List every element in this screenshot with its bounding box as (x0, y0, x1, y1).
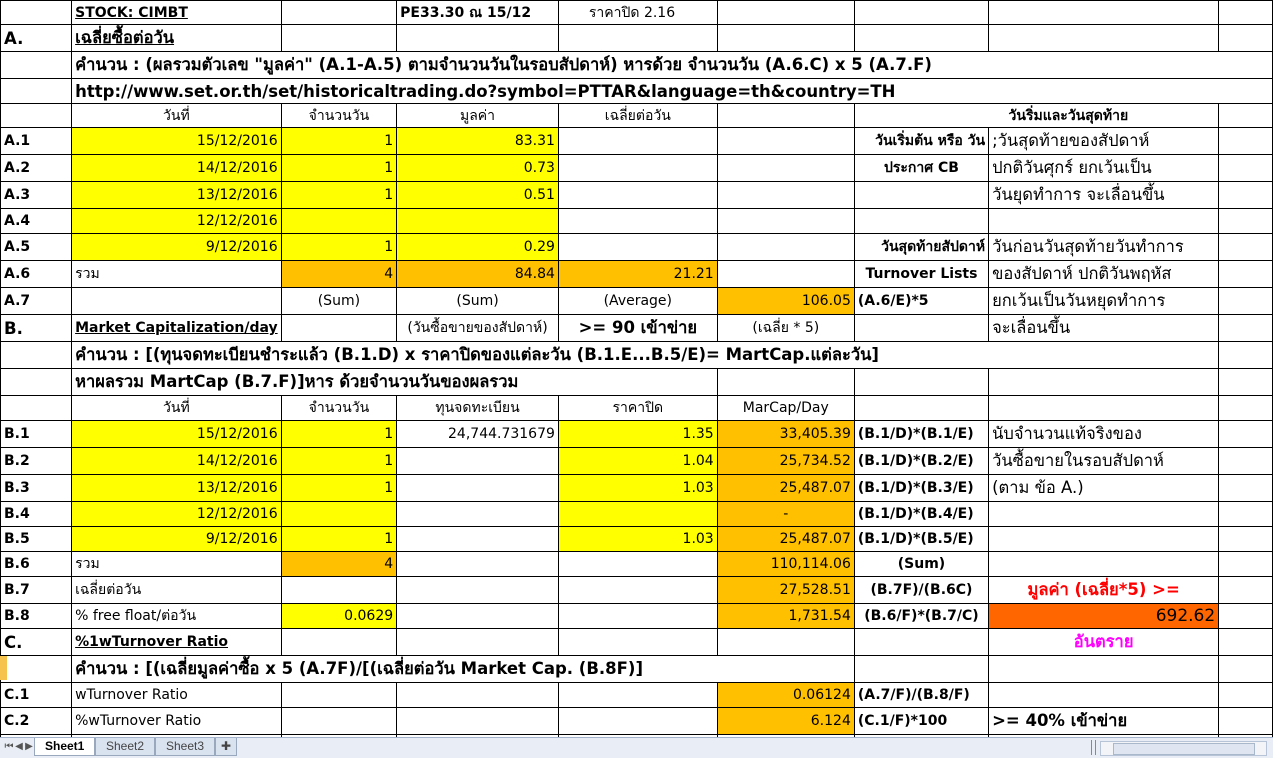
row-code[interactable]: A.3 (1, 182, 72, 209)
cell[interactable] (397, 25, 559, 52)
cell[interactable] (1219, 342, 1273, 369)
close-cell[interactable] (558, 502, 717, 527)
cell[interactable] (558, 209, 717, 234)
cell[interactable] (281, 629, 397, 656)
tab-sheet3[interactable]: Sheet3 (155, 738, 215, 756)
cell[interactable] (717, 25, 854, 52)
formula-cell[interactable]: (B.1/D)*(B.3/E) (854, 475, 988, 502)
formula-cell[interactable]: (B.1/D)*(B.5/E) (854, 527, 988, 552)
danger-label-cell[interactable]: อันตราย (989, 629, 1219, 656)
cell[interactable] (558, 604, 717, 629)
value-cell[interactable]: 0.73 (397, 155, 559, 182)
section-code-c[interactable]: C. (1, 629, 72, 656)
formula-cell[interactable]: (C.1/F)*100 (854, 708, 988, 735)
cell[interactable] (1219, 1, 1273, 25)
header-days[interactable]: จำนวนวัน (281, 104, 397, 128)
days-cell[interactable]: 1 (281, 128, 397, 155)
cell[interactable] (717, 128, 854, 155)
value-avg-cell[interactable]: 21.21 (558, 261, 717, 288)
note-cell[interactable]: วันเริ่มต้น หรือ วัน (854, 128, 988, 155)
row-code[interactable]: A.6 (1, 261, 72, 288)
capital-cell[interactable]: 24,744.731679 (397, 421, 559, 448)
section-title-b[interactable]: Market Capitalization/day (72, 315, 282, 342)
row-code[interactable]: A.2 (1, 155, 72, 182)
days-cell[interactable] (281, 209, 397, 234)
days-cell[interactable] (281, 502, 397, 527)
value-cell[interactable]: 0.51 (397, 182, 559, 209)
next-sheet-icon[interactable]: ▶ (25, 741, 33, 752)
cell[interactable] (854, 629, 988, 656)
header-date[interactable]: วันที่ (72, 104, 282, 128)
label-cell[interactable]: wTurnover Ratio (72, 683, 282, 708)
row-code[interactable]: B.1 (1, 421, 72, 448)
cell[interactable] (854, 1, 988, 25)
section-title-a[interactable]: เฉลี่ยซื้อต่อวัน (72, 25, 282, 52)
date-cell[interactable]: 15/12/2016 (72, 128, 282, 155)
subtitle-cell[interactable]: (วันซื้อขายของสัปดาห์) (397, 315, 559, 342)
cell[interactable] (717, 1, 854, 25)
note-cell[interactable]: จะเลื่อนขึ้น (989, 315, 1219, 342)
cell[interactable] (717, 104, 854, 128)
tab-sheet1[interactable]: Sheet1 (34, 738, 95, 756)
cell[interactable] (1219, 315, 1273, 342)
header-note-title[interactable]: วันริ่มและวันสุดท้าย (854, 104, 1218, 128)
cell[interactable] (1219, 396, 1273, 421)
cell[interactable] (281, 683, 397, 708)
header-capital[interactable]: ทุนจดทะเบียน (397, 396, 559, 421)
tab-split-handle[interactable] (1091, 740, 1096, 755)
marcap-cell[interactable]: 25,487.07 (717, 527, 854, 552)
marcap-avg-cell[interactable]: 27,528.51 (717, 577, 854, 604)
header-days[interactable]: จำนวนวัน (281, 396, 397, 421)
cell[interactable] (1219, 209, 1273, 234)
cell[interactable] (717, 209, 854, 234)
date-cell[interactable]: 9/12/2016 (72, 234, 282, 261)
section-code-a[interactable]: A. (1, 25, 72, 52)
days-cell[interactable]: 1 (281, 527, 397, 552)
row-code[interactable]: B.5 (1, 527, 72, 552)
close-cell[interactable]: 1.03 (558, 475, 717, 502)
capital-cell[interactable] (397, 502, 559, 527)
cell[interactable] (854, 369, 988, 396)
value-total-cell[interactable]: 84.84 (397, 261, 559, 288)
header-marcap[interactable]: MarCap/Day (717, 396, 854, 421)
formula-cell[interactable]: (B.6/F)*(B.7/C) (854, 604, 988, 629)
note-cell[interactable]: วันสุดท้ายสัปดาห์ (854, 234, 988, 261)
header-date[interactable]: วันที่ (72, 396, 282, 421)
cell[interactable] (717, 629, 854, 656)
cell[interactable] (1219, 683, 1273, 708)
cell[interactable] (558, 708, 717, 735)
close-cell[interactable]: 1.35 (558, 421, 717, 448)
formula-cell[interactable]: (A.7/F)/(B.8/F) (854, 683, 988, 708)
marcap-cell[interactable]: 25,487.07 (717, 475, 854, 502)
days-cell[interactable]: 1 (281, 234, 397, 261)
cell[interactable] (1219, 656, 1273, 683)
formula-cell[interactable]: (B.7F)/(B.6C) (854, 577, 988, 604)
days-total-cell[interactable]: 4 (281, 552, 397, 577)
insert-sheet-icon[interactable]: ✚ (215, 738, 237, 756)
header-value[interactable]: มูลค่า (397, 104, 559, 128)
cell[interactable] (558, 128, 717, 155)
result-value-cell[interactable]: 692.62 (989, 604, 1219, 629)
date-cell[interactable]: 12/12/2016 (72, 209, 282, 234)
cell[interactable] (558, 683, 717, 708)
cell[interactable] (558, 234, 717, 261)
first-sheet-icon[interactable]: ⏮ (4, 741, 14, 752)
cell[interactable] (717, 155, 854, 182)
row-code[interactable]: B.2 (1, 448, 72, 475)
note-cell[interactable] (989, 209, 1219, 234)
cell[interactable] (1219, 708, 1273, 735)
sum-label[interactable]: (Sum) (281, 288, 397, 315)
cell[interactable] (1, 342, 72, 369)
row-code[interactable]: C.1 (1, 683, 72, 708)
avg5-cell[interactable]: (เฉลี่ย * 5) (717, 315, 854, 342)
cell[interactable] (989, 683, 1219, 708)
capital-cell[interactable] (397, 448, 559, 475)
cell[interactable] (1, 52, 72, 79)
formula-cell[interactable]: (B.1/D)*(B.2/E) (854, 448, 988, 475)
calc-formula-a[interactable]: คำนวน : (ผลรวมตัวเลข "มูลค่า" (A.1-A.5) ตามจำนวนวันในรอบสัปดาห์) หารด้วย จำนวนวัน (A.6.C) x 5 (A.7.F) (72, 52, 1273, 79)
row-code[interactable]: A.7 (1, 288, 72, 315)
pe-cell[interactable]: PE33.30 ณ 15/12 (397, 1, 559, 25)
note-cell[interactable]: วันซื้อขายในรอบสัปดาห์ (989, 448, 1219, 475)
note-cell[interactable]: ยกเว้นเป็นวันหยุดทำการ (989, 288, 1219, 315)
note-cell[interactable]: Turnover Lists (854, 261, 988, 288)
cell[interactable] (1219, 182, 1273, 209)
prev-sheet-icon[interactable]: ◀ (15, 741, 23, 752)
sheet-tab-bar (0, 737, 1273, 758)
date-cell[interactable]: 15/12/2016 (72, 421, 282, 448)
days-cell[interactable]: 1 (281, 155, 397, 182)
value-cell[interactable]: 0.29 (397, 234, 559, 261)
note-cell[interactable]: ของสัปดาห์ ปกติวันพฤหัส (989, 261, 1219, 288)
cell[interactable] (397, 552, 559, 577)
note-cell[interactable] (989, 527, 1219, 552)
formula-cell[interactable]: (Sum) (854, 552, 988, 577)
capital-cell[interactable] (397, 475, 559, 502)
source-url-cell[interactable]: http://www.set.or.th/set/historicaltrading.do?symbol=PTTAR&language=th&country=TH (72, 79, 1273, 104)
weekly-value-cell[interactable]: 106.05 (717, 288, 854, 315)
note-cell[interactable]: วันยุดทำการ จะเลื่อนขึ้น (989, 182, 1219, 209)
header-avg[interactable]: เฉลี่ยต่อวัน (558, 104, 717, 128)
value-cell[interactable]: 83.31 (397, 128, 559, 155)
row-code[interactable]: A.1 (1, 128, 72, 155)
cell[interactable] (1219, 155, 1273, 182)
formula-cell[interactable]: (B.1/D)*(B.1/E) (854, 421, 988, 448)
row-code[interactable]: B.3 (1, 475, 72, 502)
cell[interactable] (1219, 629, 1273, 656)
marcap-total-cell[interactable]: 110,114.06 (717, 552, 854, 577)
cell[interactable] (1219, 475, 1273, 502)
stock-name-cell[interactable]: STOCK: CIMBT (72, 1, 282, 25)
threshold-cell[interactable]: >= 90 เข้าข่าย (558, 315, 717, 342)
cell[interactable] (989, 656, 1219, 683)
cell[interactable] (1, 1, 72, 25)
cell[interactable] (989, 552, 1219, 577)
cell[interactable] (397, 683, 559, 708)
cell[interactable] (1219, 104, 1273, 128)
marcap-cell[interactable]: 25,734.52 (717, 448, 854, 475)
cell[interactable] (72, 288, 282, 315)
cell[interactable] (397, 629, 559, 656)
cell[interactable] (558, 577, 717, 604)
row-code[interactable]: B.8 (1, 604, 72, 629)
cell[interactable] (1219, 577, 1273, 604)
cell[interactable] (281, 577, 397, 604)
cell[interactable] (1219, 527, 1273, 552)
formula-cell[interactable]: (A.6/E)*5 (854, 288, 988, 315)
cell[interactable] (717, 182, 854, 209)
tab-sheet2[interactable]: Sheet2 (95, 738, 155, 756)
cell[interactable] (1219, 128, 1273, 155)
note-cell[interactable]: ปกติวันศุกร์ ยกเว้นเป็น (989, 155, 1219, 182)
cell[interactable] (1219, 369, 1273, 396)
cell[interactable] (717, 369, 854, 396)
row-code[interactable]: B.4 (1, 502, 72, 527)
cell[interactable] (1219, 604, 1273, 629)
date-cell[interactable]: 9/12/2016 (72, 527, 282, 552)
scrollbar-thumb[interactable] (1113, 743, 1255, 755)
cell[interactable] (1219, 448, 1273, 475)
cell[interactable] (1219, 421, 1273, 448)
section-title-c[interactable]: %1wTurnover Ratio (72, 629, 282, 656)
row-selection-marker (0, 656, 7, 680)
cell[interactable] (1, 369, 72, 396)
days-cell[interactable]: 1 (281, 448, 397, 475)
cell[interactable] (281, 25, 397, 52)
header-close[interactable]: ราคาปิด (558, 396, 717, 421)
section-code-b[interactable]: B. (1, 315, 72, 342)
label-cell[interactable]: เฉลี่ยต่อวัน (72, 577, 282, 604)
capital-cell[interactable] (397, 527, 559, 552)
cell[interactable] (854, 396, 988, 421)
date-cell[interactable]: 13/12/2016 (72, 182, 282, 209)
threshold-note-cell[interactable]: >= 40% เข้าข่าย (989, 708, 1219, 735)
note-cell[interactable]: นับจำนวนแท้จริงของ (989, 421, 1219, 448)
close-cell[interactable]: 1.04 (558, 448, 717, 475)
note-cell[interactable] (854, 209, 988, 234)
calc-formula-b2[interactable]: หาผลรวม MartCap (B.7.F)]หาร ด้วยจำนวนวันของผลรวม (72, 369, 718, 396)
days-total-cell[interactable]: 4 (281, 261, 397, 288)
label-cell[interactable]: % free float/ต่อวัน (72, 604, 282, 629)
close-cell[interactable]: 1.03 (558, 527, 717, 552)
turnover-ratio-cell[interactable]: 0.06124 (717, 683, 854, 708)
note-cell[interactable] (989, 502, 1219, 527)
cell[interactable] (558, 155, 717, 182)
row-code[interactable]: C.2 (1, 708, 72, 735)
calc-formula-c[interactable]: คำนวน : [(เฉลี่ยมูลค่าซื้อ x 5 (A.7F)/[(เฉลี่ยต่อวัน Market Cap. (B.8F)] (72, 656, 855, 683)
note-cell[interactable]: (ตาม ข้อ A.) (989, 475, 1219, 502)
alert-label-cell[interactable]: มูลค่า (เฉลี่ย*5) >= (989, 577, 1219, 604)
cell[interactable] (281, 1, 397, 25)
cell[interactable] (1, 396, 72, 421)
label-cell[interactable]: %wTurnover Ratio (72, 708, 282, 735)
turnover-pct-cell[interactable]: 6.124 (717, 708, 854, 735)
value-cell[interactable] (397, 209, 559, 234)
date-cell[interactable]: 13/12/2016 (72, 475, 282, 502)
cell[interactable] (1219, 502, 1273, 527)
marcap-cell[interactable]: - (717, 502, 854, 527)
date-cell[interactable]: 14/12/2016 (72, 155, 282, 182)
cell[interactable] (854, 25, 988, 52)
label-cell[interactable]: รวม (72, 552, 282, 577)
cell[interactable] (717, 234, 854, 261)
note-cell[interactable]: ;วันสุดท้ายของสัปดาห์ (989, 128, 1219, 155)
cell[interactable] (397, 708, 559, 735)
row-code[interactable]: B.7 (1, 577, 72, 604)
free-float-cell[interactable]: 0.0629 (281, 604, 397, 629)
cell[interactable] (558, 25, 717, 52)
cell[interactable] (989, 1, 1219, 25)
days-cell[interactable]: 1 (281, 421, 397, 448)
cell[interactable] (558, 182, 717, 209)
horizontal-scrollbar[interactable] (1100, 741, 1267, 756)
cell[interactable] (1, 104, 72, 128)
cell[interactable] (397, 604, 559, 629)
cell[interactable] (1, 656, 72, 683)
cell[interactable] (1, 79, 72, 104)
cell[interactable] (558, 629, 717, 656)
cell[interactable] (1219, 552, 1273, 577)
cell[interactable] (989, 369, 1219, 396)
cell[interactable] (989, 25, 1219, 52)
free-float-marcap-cell[interactable]: 1,731.54 (717, 604, 854, 629)
cell[interactable] (854, 656, 988, 683)
row-code[interactable]: B.6 (1, 552, 72, 577)
row-code[interactable]: A.4 (1, 209, 72, 234)
cell[interactable] (1219, 261, 1273, 288)
note-cell[interactable] (854, 182, 988, 209)
average-label[interactable]: (Average) (558, 288, 717, 315)
cell[interactable] (1219, 25, 1273, 52)
cell[interactable] (281, 708, 397, 735)
date-cell[interactable]: 14/12/2016 (72, 448, 282, 475)
days-cell[interactable]: 1 (281, 475, 397, 502)
marcap-cell[interactable]: 33,405.39 (717, 421, 854, 448)
cell[interactable] (854, 315, 988, 342)
date-cell[interactable]: 12/12/2016 (72, 502, 282, 527)
formula-cell[interactable]: (B.1/D)*(B.4/E) (854, 502, 988, 527)
calc-formula-b1[interactable]: คำนวน : [(ทุนจดทะเบียนชำระแล้ว (B.1.D) x ราคาปิดของแต่ละวัน (B.1.E...B.5/E)= MartCap.แต่ละวัน] (72, 342, 1219, 369)
close-price-cell[interactable]: ราคาปิด 2.16 (558, 1, 717, 25)
label-cell[interactable]: รวม (72, 261, 282, 288)
cell[interactable] (281, 315, 397, 342)
cell[interactable] (717, 261, 854, 288)
cell[interactable] (1219, 288, 1273, 315)
sum-label[interactable]: (Sum) (397, 288, 559, 315)
note-cell[interactable]: วันก่อนวันสุดท้ายวันทำการ (989, 234, 1219, 261)
row-code[interactable]: A.5 (1, 234, 72, 261)
cell[interactable] (558, 552, 717, 577)
days-cell[interactable]: 1 (281, 182, 397, 209)
cell[interactable] (397, 577, 559, 604)
cell[interactable] (989, 396, 1219, 421)
note-cell[interactable]: ประกาศ CB (854, 155, 988, 182)
cell[interactable] (1219, 234, 1273, 261)
